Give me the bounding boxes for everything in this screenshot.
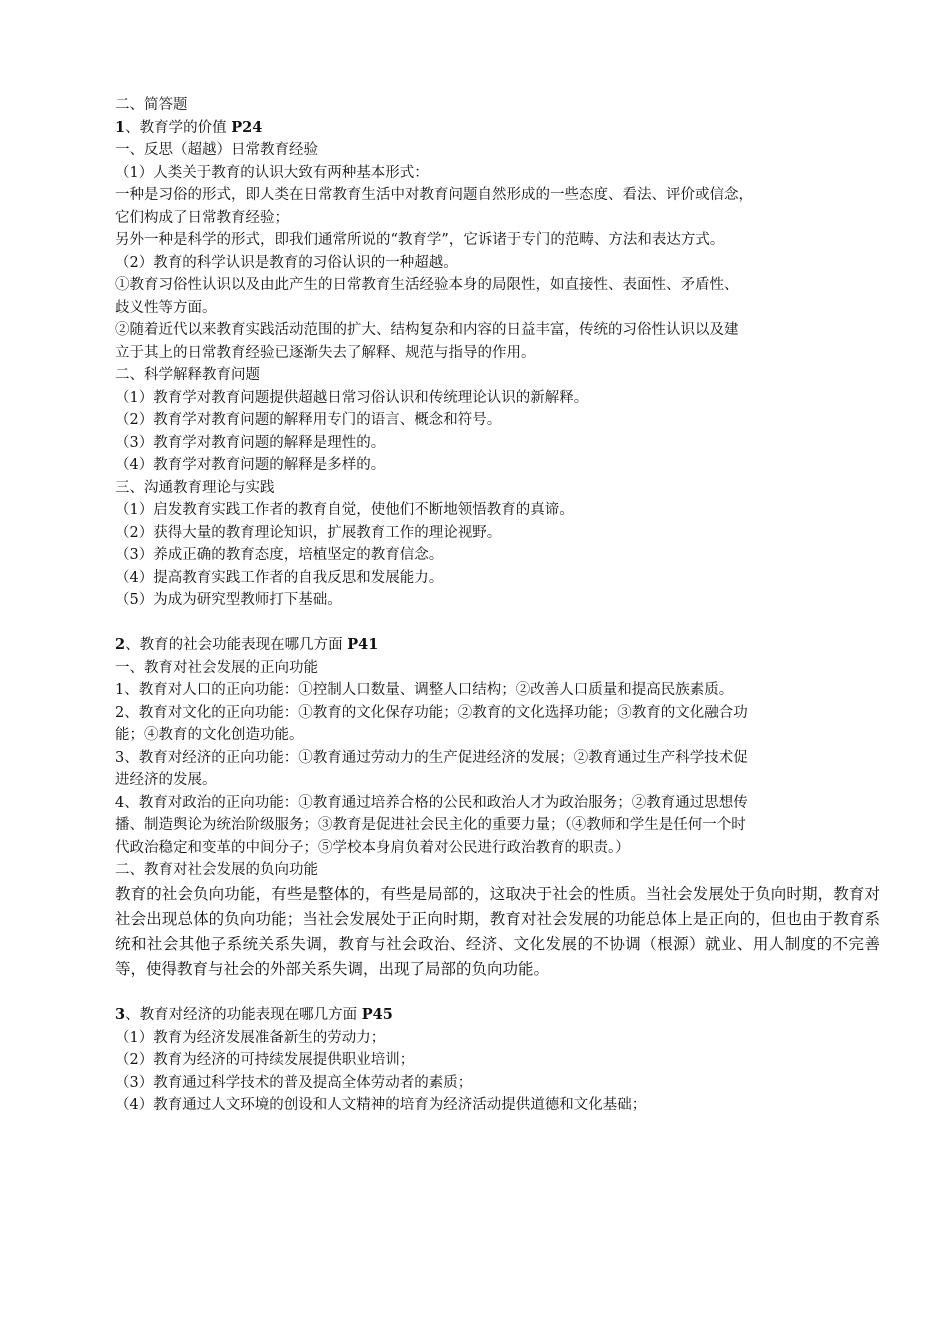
question-3-page-ref: P45 [361, 1006, 393, 1023]
q1-line: （5）为成为研究型教师打下基础。 [115, 592, 342, 608]
question-2-page-ref: P41 [347, 636, 379, 653]
q3-line: （2）教育为经济的可持续发展提供职业培训； [115, 1052, 415, 1068]
q1-line: （1）启发教育实践工作者的教育自觉，使他们不断地领悟教育的真谛。 [115, 502, 574, 518]
q1-line: 三、沟通教育理论与实践 [115, 479, 275, 496]
question-1-body [115, 139, 860, 612]
q2-line: 2、教育对文化的正向功能：①教育的文化保存功能；②教育的文化选择功能；③教育的文化融合功 [115, 704, 748, 721]
spacer [115, 982, 860, 1005]
q1-line: （2）教育学对教育问题的解释用专门的语言、概念和符号。 [115, 412, 502, 428]
q2-line: 二、教育对社会发展的负向功能 [115, 862, 318, 878]
question-2-title: 、教育的社会功能表现在哪几方面 [125, 637, 348, 653]
q3-line: （4）教育通过人文环境的创设和人文精神的培育为经济活动提供道德和文化基础； [115, 1097, 647, 1113]
q2-line: 能；④教育的文化创造功能。 [115, 727, 304, 743]
q2-line: 进经济的发展。 [115, 772, 217, 788]
question-3-number: 3 [115, 1006, 126, 1023]
q1-line: 一、反思（超越）日常教育经验 [115, 142, 318, 158]
question-3-heading [115, 1004, 860, 1027]
q3-line: （1）教育为经济发展准备新生的劳动力； [115, 1029, 386, 1046]
q2-paragraph: 教育的社会负向功能，有些是整体的，有些是局部的，这取决于社会的性质。当社会发展处于负向时期，教育对社会出现总体的负向功能；当社会发展处于正向时期，教育对社会发展的功能总体上是正向的，但也由于教育系统和社会其他子系统关系失调，教育与社会政治、经济、文化发展的不协调（根源）就业、用人制度的不完善等，使得教育与社会的外部关系失调，出现了局部的负向功能。 [115, 884, 880, 978]
q3-line: （3）教育通过科学技术的普及提高全体劳动者的素质； [115, 1074, 473, 1091]
q1-line: 立于其上的日常教育经验已逐渐失去了解释、规范与指导的作用。 [115, 344, 536, 361]
q1-line: 歧义性等方面。 [115, 299, 217, 316]
q2-line: 4、教育对政治的正向功能：①教育通过培养合格的公民和政治人才为政治服务；②教育通过思想传 [115, 794, 748, 811]
question-1-heading [115, 117, 860, 140]
question-2-body [115, 657, 880, 982]
q2-line: 代政治稳定和变革的中间分子；⑤学校本身肩负着对公民进行政治教育的职责。） [115, 839, 630, 856]
q1-line: （1）教育学对教育问题提供超越日常习俗认识和传统理论认识的新解释。 [115, 389, 589, 406]
q1-line: 一种是习俗的形式，即人类在日常教育生活中对教育问题自然形成的一些态度、看法、评价或信念， [115, 187, 753, 203]
q1-line: （3）教育学对教育问题的解释是理性的。 [115, 434, 386, 451]
q1-line: （2）获得大量的教育理论知识，扩展教育工作的理论视野。 [115, 524, 502, 541]
section-heading: 二、简答题 [115, 97, 188, 113]
question-1-page-ref: P24 [231, 118, 263, 136]
question-1-number: 1 [115, 118, 126, 136]
q2-line: 3、教育对经济的正向功能：①教育通过劳动力的生产促进经济的发展；②教育通过生产科学技术促 [115, 749, 748, 766]
q2-line: 一、教育对社会发展的正向功能 [115, 659, 318, 676]
q1-line: （4）提高教育实践工作者的自我反思和发展能力。 [115, 569, 444, 586]
q2-line: 播、制造舆论为统治阶级服务；③教育是促进社会民主化的重要力量；（④教师和学生是任何一个时 [115, 817, 746, 833]
question-2-heading [115, 634, 860, 657]
question-3-title: 、教育对经济的功能表现在哪几方面 [125, 1007, 362, 1023]
q1-line: ①教育习俗性认识以及由此产生的日常教育生活经验本身的局限性，如直接性、表面性、矛盾性、 [115, 277, 739, 293]
question-2-number: 2 [115, 636, 126, 653]
q1-line: ②随着近代以来教育实践活动范围的扩大、结构复杂和内容的日益丰富，传统的习俗性认识以及建 [115, 322, 739, 338]
question-1-title: 、教育学的价值 [125, 119, 232, 136]
q1-line: 另外一种是科学的形式，即我们通常所说的“教育学”，它诉诸于专门的范畴、方法和表达方式。 [115, 232, 725, 248]
q1-line: 二、科学解释教育问题 [115, 367, 260, 383]
q1-line: 它们构成了日常教育经验； [115, 209, 289, 226]
q1-line: （1）人类关于教育的认识大致有两种基本形式： [115, 164, 429, 181]
question-3-body [115, 1027, 860, 1117]
q2-line: 1、教育对人口的正向功能：①控制人口数量、调整人口结构；②改善人口质量和提高民族素质。 [115, 682, 734, 698]
spacer [115, 612, 860, 635]
q1-line: （4）教育学对教育问题的解释是多样的。 [115, 457, 386, 473]
q1-line: （3）养成正确的教育态度，培植坚定的教育信念。 [115, 547, 444, 563]
document-page [115, 94, 880, 1117]
q1-line: （2）教育的科学认识是教育的习俗认识的一种超越。 [115, 254, 458, 271]
